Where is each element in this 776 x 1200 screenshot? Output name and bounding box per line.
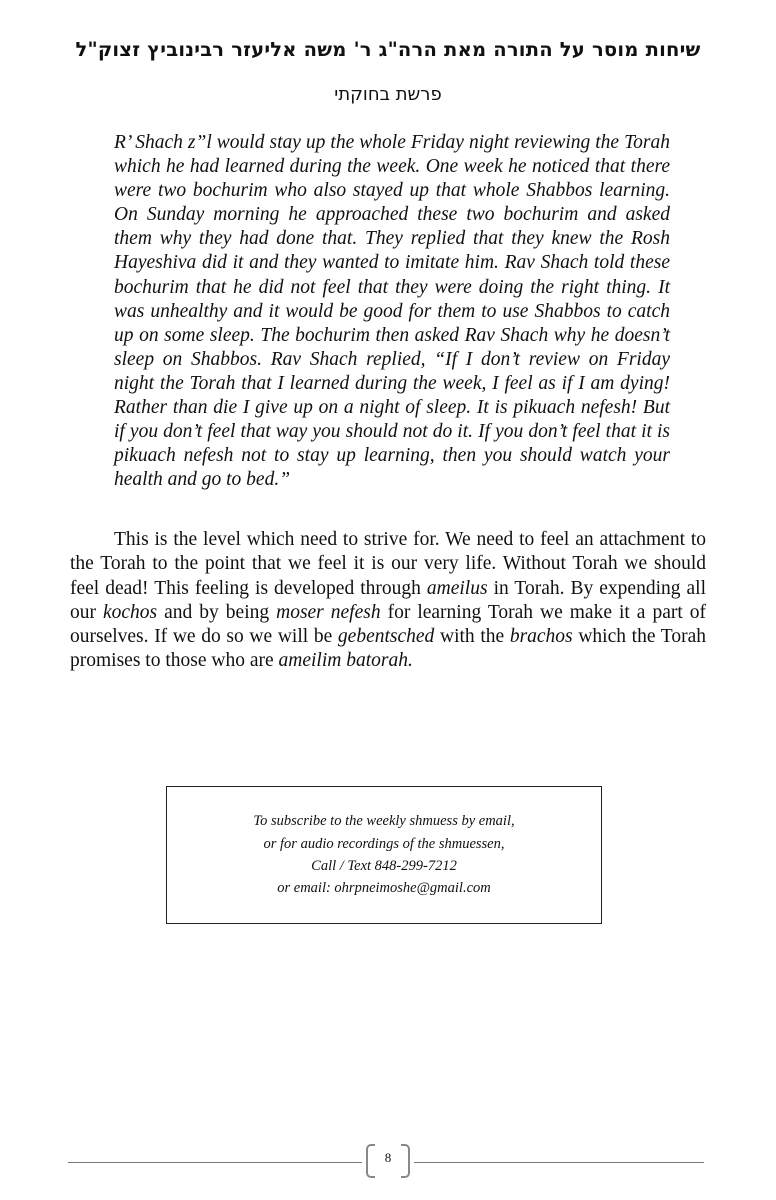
term-moser-nefesh: moser nefesh <box>276 601 381 623</box>
subscribe-phone: Call / Text 848-299-7212 <box>311 858 457 874</box>
term-brachos: brachos <box>509 626 573 648</box>
story-quote: R’ Shach z”l would stay up the whole Friday night reviewing the Torah which he had learned during the week. One week he noticed that there were two bochurim who also stayed up that whole Shabbos learning. On Sunday morning he approached these two bochurim and asked them why they had done that. They replied that they knew the Rosh Hayeshiva did it and they wanted to imitate him. Rav Shach told these bochurim that he did not feel that they were doing the right thing. It was unhealthy and it would be good for them to use Shabbos to catch up on some sleep. The bochurim then asked Rav Shach why he doesn’t sleep on Shabbos. Rav Shach replied, “If I don’t review on Friday night the Torah that I learned during the week, I feel as if I am dying! Rather than die I give up on a night of sleep. It is pikuach nefesh! But if you don’t feel that way you should not do it. If you don’t feel that it is pikuach nefesh not to stay up learning, then you should watch your health and go to bed.” <box>114 132 670 491</box>
body-text-segment: and by being <box>157 601 277 623</box>
body-text-segment: in Torah. By expending all our <box>70 577 706 623</box>
subscribe-email: or email: ohrpneimoshe@gmail.com <box>277 880 491 897</box>
body-text-segment: with the <box>434 626 510 648</box>
footer-rule-right <box>414 1162 704 1163</box>
page-number-bracket-left <box>366 1144 375 1178</box>
page-number-bracket-right <box>401 1144 410 1178</box>
subscribe-line: or for audio recordings of the shmuessen, <box>263 835 505 852</box>
page-header-title: שיחות מוסר על התורה מאת הרה"ג ר' משה אליעזר רבינוביץ זצוק"ל <box>75 38 701 61</box>
body-paragraph <box>70 528 706 674</box>
body-text-segment: for learning Torah we make it a part of ourselves. If we do so we will be <box>70 601 707 648</box>
page-number: 8 <box>384 1150 392 1165</box>
footer-rule-left <box>68 1162 362 1163</box>
term-ameilim-batorah: ameilim batorah. <box>278 650 413 672</box>
body-text-segment: which the Torah promises to those who are <box>70 626 706 672</box>
term-gebentsched: gebentsched <box>337 626 435 648</box>
body-text-segment: This is the level which need to strive for. We need to feel an attachment to the Torah to the point that we feel it is our very life. Without Torah we should feel dead! This feeling is developed through <box>70 529 706 599</box>
term-kochos: kochos <box>103 601 158 623</box>
subscribe-line: To subscribe to the weekly shmuess by email, <box>253 813 515 830</box>
term-ameilus: ameilus <box>426 577 488 599</box>
parsha-title: פרשת בחוקתי <box>334 84 442 105</box>
subscribe-box <box>166 786 602 924</box>
